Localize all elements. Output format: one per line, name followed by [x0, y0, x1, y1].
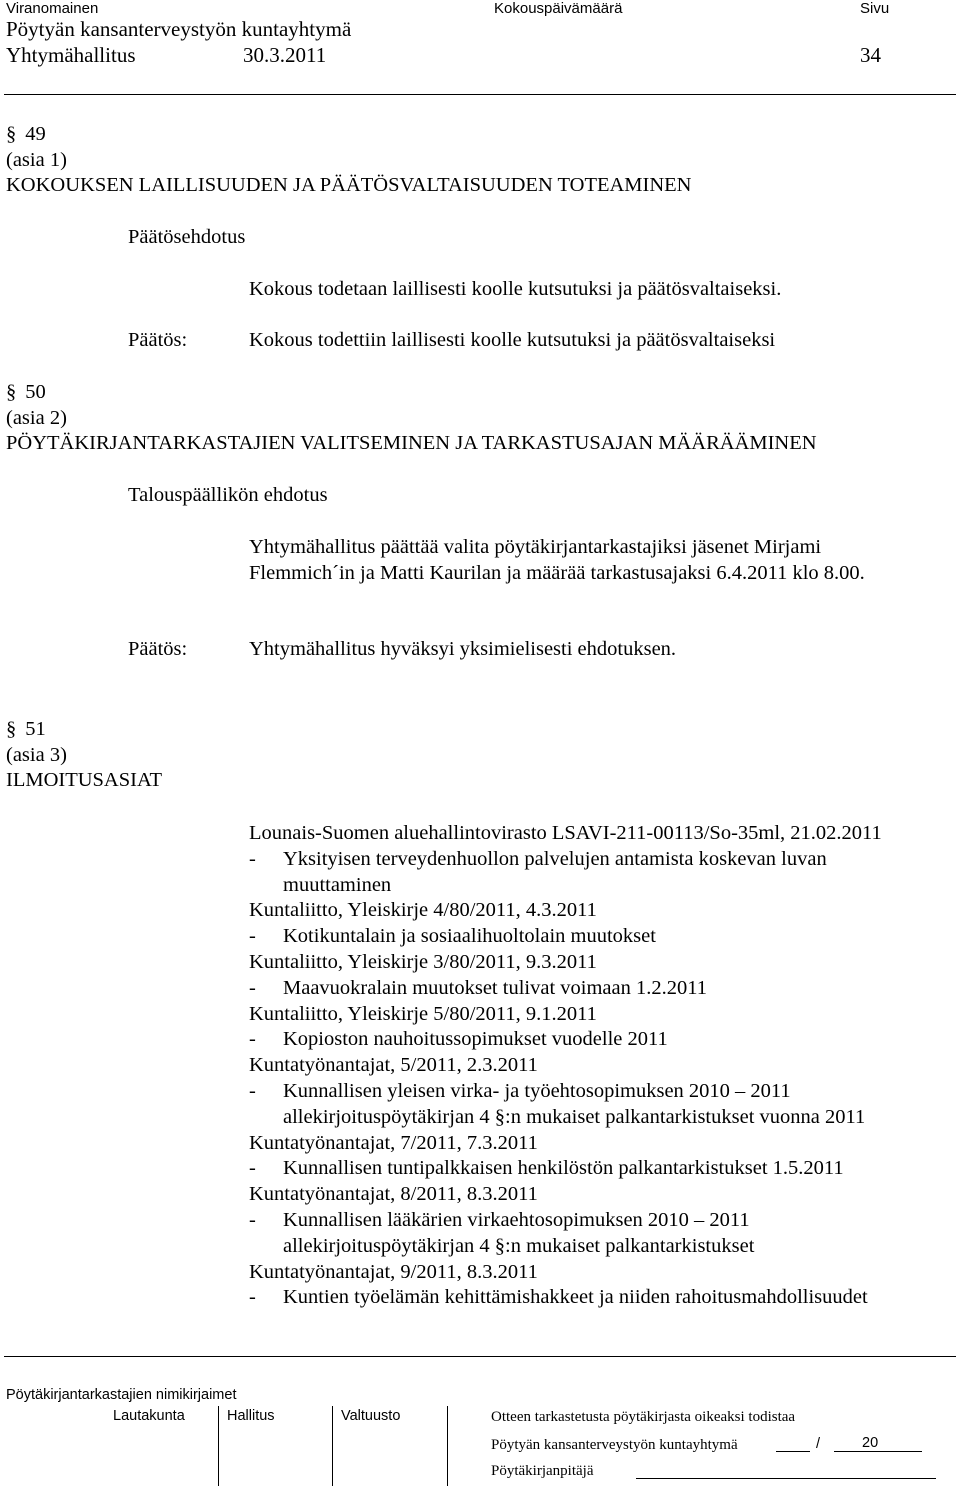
- notice-source: Kuntaliitto, Yleiskirje 4/80/2011, 4.3.2011: [249, 899, 597, 922]
- decision-text: Yhtymähallitus hyväksyi yksimielisesti ehdotuksen.: [249, 638, 677, 660]
- proposal-text: Kokous todetaan laillisesti koolle kutsutuksi ja päätösvaltaiseksi.: [249, 278, 782, 300]
- footer-organization: Pöytyän kansanterveystyön kuntayhtymä: [491, 1437, 738, 1453]
- section-asia: (asia 2): [6, 407, 67, 429]
- meeting-date-label: Kokouspäivämäärä: [494, 0, 623, 17]
- document-footer: [0, 1356, 960, 1496]
- certified-copy-label: Otteen tarkastetusta pöytäkirjasta oikeaksi todistaa: [491, 1409, 796, 1425]
- column-divider: [218, 1406, 219, 1486]
- notice-item: Kopioston nauhoitussopimukset vuodelle 2011: [283, 1028, 668, 1051]
- decision-label: Päätös:: [128, 638, 188, 660]
- notice-item: Kunnallisen lääkärien virkaehtosopimuksen 2010 – 2011: [283, 1209, 750, 1231]
- body-name: Yhtymähallitus: [6, 43, 136, 67]
- signatures-label: Pöytäkirjantarkastajien nimikirjaimet: [6, 1387, 237, 1403]
- year-suffix: 20: [862, 1435, 879, 1451]
- notice-source: Kuntatyönantajat, 7/2011, 7.3.2011: [249, 1131, 538, 1154]
- section-asia: (asia 3): [6, 744, 67, 766]
- column-lautakunta: Lautakunta: [113, 1408, 185, 1424]
- list-dash: -: [249, 1286, 256, 1309]
- footer-divider: [4, 1356, 956, 1357]
- proposal-label: Päätösehdotus: [128, 226, 246, 248]
- list-dash: -: [249, 976, 256, 999]
- proposal-label: Talouspäällikön ehdotus: [128, 484, 328, 506]
- document-header: [0, 0, 960, 100]
- notice-item: muuttaminen: [283, 873, 392, 896]
- date-slash: /: [816, 1436, 821, 1452]
- notice-item: Yksityisen terveydenhuollon palvelujen antamista koskevan luvan: [283, 847, 827, 870]
- notice-source: Kuntatyönantajat, 5/2011, 2.3.2011: [249, 1054, 538, 1077]
- list-dash: -: [249, 1080, 256, 1102]
- notice-source: Kuntatyönantajat, 8/2011, 8.3.2011: [249, 1183, 538, 1206]
- notice-source: Kuntaliitto, Yleiskirje 5/80/2011, 9.1.2011: [249, 1002, 597, 1025]
- section-title: KOKOUKSEN LAILLISUUDEN JA PÄÄTÖSVALTAISUUDEN TOTEAMINEN: [6, 174, 692, 196]
- keeper-label: Pöytäkirjanpitäjä: [491, 1463, 594, 1479]
- meeting-date: 30.3.2011: [243, 43, 327, 67]
- notice-source: Kuntatyönantajat, 9/2011, 8.3.2011: [249, 1260, 538, 1283]
- section-number: § 50: [6, 381, 46, 403]
- notice-item: Kuntien työelämän kehittämishakkeet ja niiden rahoitusmahdollisuudet: [283, 1286, 868, 1309]
- notice-item: Kunnallisen tuntipalkkaisen henkilöstön palkantarkistukset 1.5.2011: [283, 1157, 844, 1180]
- date-blank: [776, 1451, 810, 1452]
- section-number: § 49: [6, 123, 46, 145]
- decision-label: Päätös:: [128, 329, 188, 351]
- notice-item: Kotikuntalain ja sosiaalihuoltolain muutokset: [283, 925, 656, 948]
- list-dash: -: [249, 1157, 256, 1180]
- signature-line: [636, 1478, 936, 1479]
- notice-source: Lounais-Suomen aluehallintovirasto LSAVI-211-00113/So-35ml, 21.02.2011: [249, 822, 882, 844]
- section-title: PÖYTÄKIRJANTARKASTAJIEN VALITSEMINEN JA TARKASTUSAJAN MÄÄRÄÄMINEN: [6, 432, 817, 454]
- section-title: ILMOITUSASIAT: [6, 769, 163, 791]
- column-hallitus: Hallitus: [227, 1408, 275, 1424]
- proposal-text: Yhtymähallitus päättää valita pöytäkirjantarkastajiksi jäsenet Mirjami: [249, 536, 822, 558]
- list-dash: -: [249, 1028, 256, 1051]
- column-divider: [447, 1406, 448, 1486]
- section-asia: (asia 1): [6, 149, 67, 171]
- column-divider: [332, 1406, 333, 1486]
- list-dash: -: [249, 925, 256, 948]
- notice-source: Kuntaliitto, Yleiskirje 3/80/2011, 9.3.2011: [249, 951, 597, 973]
- page-label: Sivu: [860, 0, 890, 17]
- list-dash: -: [249, 1209, 256, 1231]
- notice-item: Kunnallisen yleisen virka- ja työehtosopimuksen 2010 – 2011: [283, 1080, 791, 1102]
- notice-item: Maavuokralain muutokset tulivat voimaan 1.2.2011: [283, 976, 707, 999]
- section-number: § 51: [6, 718, 46, 740]
- notice-item: allekirjoituspöytäkirjan 4 §:n mukaiset palkantarkistukset: [283, 1234, 755, 1257]
- authority-label: Viranomainen: [6, 0, 99, 17]
- header-divider: [4, 94, 956, 95]
- notice-item: allekirjoituspöytäkirjan 4 §:n mukaiset palkantarkistukset vuonna 2011: [283, 1105, 866, 1128]
- proposal-text: Flemmich´in ja Matti Kaurilan ja määrää tarkastusajaksi 6.4.2011 klo 8.00.: [249, 562, 865, 584]
- list-dash: -: [249, 847, 256, 870]
- organization-name: Pöytyän kansanterveystyön kuntayhtymä: [6, 17, 352, 41]
- page-number: 34: [860, 43, 881, 67]
- decision-text: Kokous todettiin laillisesti koolle kutsutuksi ja päätösvaltaiseksi: [249, 329, 776, 351]
- column-valtuusto: Valtuusto: [341, 1408, 401, 1424]
